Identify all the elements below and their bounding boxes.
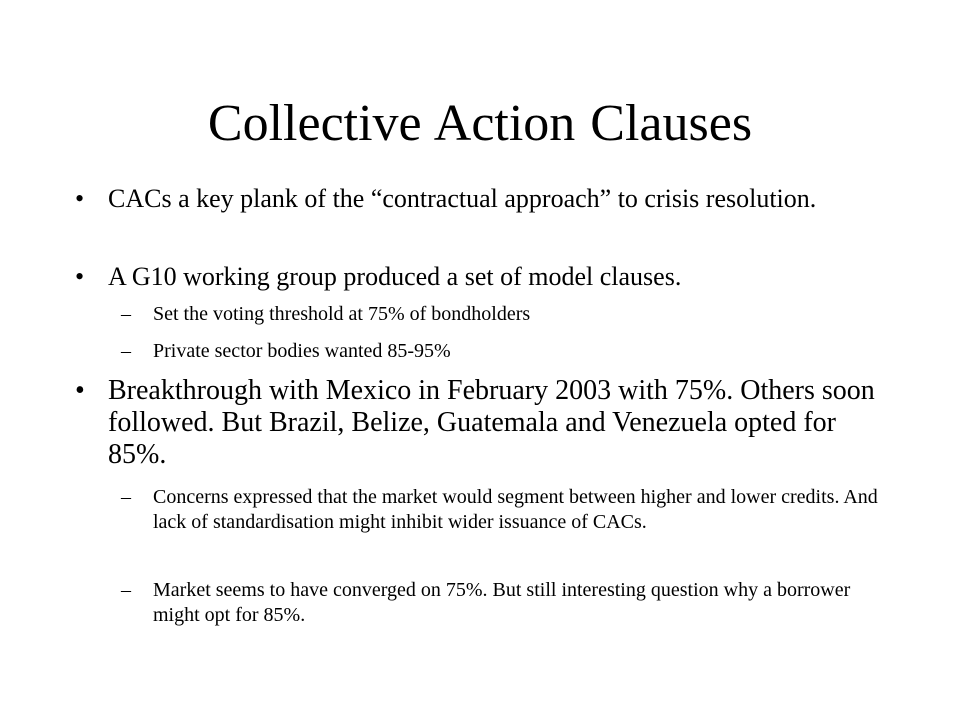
bullet-text: CACs a key plank of the “contractual approach” to crisis resolution. bbox=[108, 184, 817, 213]
bullet-text: A G10 working group produced a set of model clauses. bbox=[108, 262, 682, 291]
sub-bullet-item bbox=[121, 485, 881, 535]
dash-marker: – bbox=[121, 340, 131, 362]
dash-marker: – bbox=[121, 303, 131, 325]
bullet-item bbox=[75, 262, 875, 291]
slide-title: Collective Action Clauses bbox=[207, 95, 753, 152]
bullet-marker: • bbox=[75, 184, 85, 213]
bullet-marker: • bbox=[75, 262, 85, 291]
sub-bullet-item bbox=[121, 339, 881, 364]
sub-bullet-item bbox=[121, 302, 881, 327]
sub-bullet-text: Market seems to have converged on 75%. But still interesting question why a borrower might opt for 85%. bbox=[153, 579, 851, 626]
sub-bullet-text: Set the voting threshold at 75% of bondholders bbox=[153, 303, 531, 325]
bullet-item bbox=[75, 375, 875, 471]
sub-bullet-item bbox=[121, 578, 881, 628]
dash-marker: – bbox=[121, 579, 131, 601]
sub-bullet-text: Private sector bodies wanted 85-95% bbox=[153, 340, 451, 362]
bullet-text: Breakthrough with Mexico in February 2003 with 75%. Others soon followed. But Brazil, Belize, Guatemala and Venezuela opted for 85%. bbox=[108, 375, 875, 470]
sub-bullet-text: Concerns expressed that the market would segment between higher and lower credits. And lack of standardisation might inhibit wider issuance of CACs. bbox=[153, 486, 878, 533]
bullet-marker: • bbox=[75, 375, 85, 406]
dash-marker: – bbox=[121, 486, 131, 508]
bullet-item bbox=[75, 184, 875, 213]
